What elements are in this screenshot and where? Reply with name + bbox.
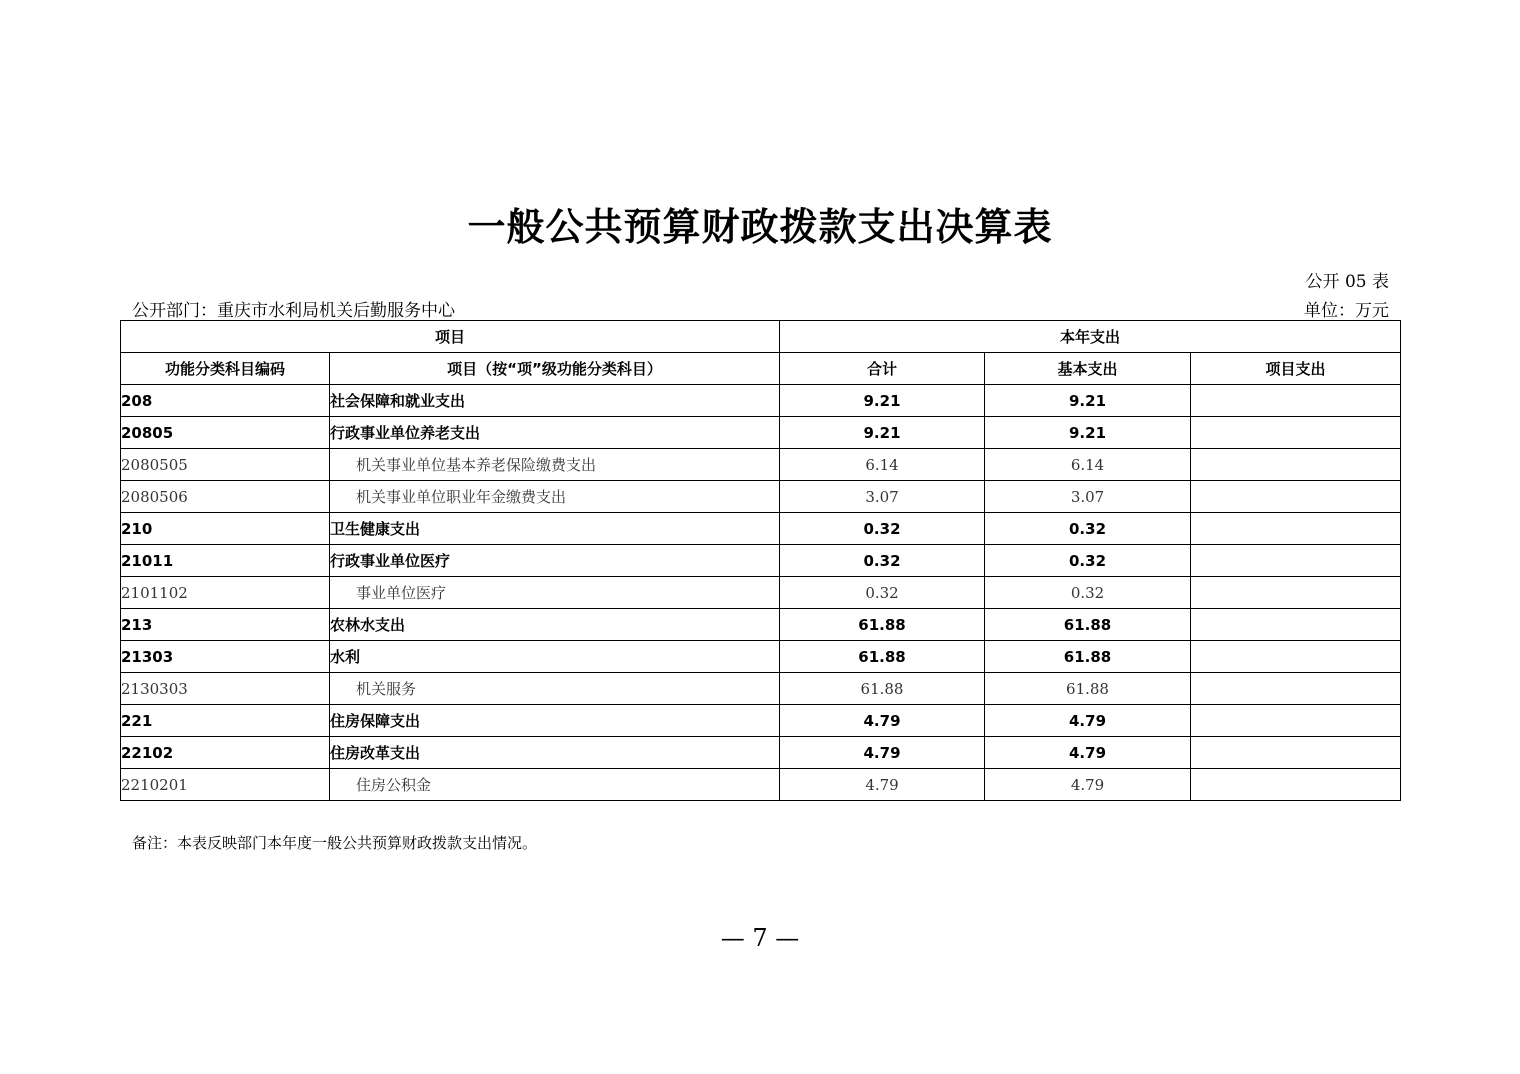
cell-basic: 4.79 [985, 705, 1191, 737]
table-row [121, 449, 1401, 481]
cell-project [1191, 417, 1401, 449]
table-row [121, 481, 1401, 513]
cell-basic: 61.88 [985, 641, 1191, 673]
cell-total: 9.21 [780, 417, 985, 449]
column-header-basic: 基本支出 [985, 353, 1191, 385]
cell-total: 6.14 [780, 449, 985, 481]
cell-total: 9.21 [780, 385, 985, 417]
cell-basic: 4.79 [985, 769, 1191, 801]
cell-code: 213 [121, 609, 330, 641]
cell-project [1191, 577, 1401, 609]
cell-project [1191, 513, 1401, 545]
cell-item-name: 住房公积金 [330, 769, 780, 801]
cell-code: 208 [121, 385, 330, 417]
unit-label: 单位：万元 [1304, 301, 1389, 321]
column-header-code: 功能分类科目编码 [121, 353, 330, 385]
cell-item-name: 机关服务 [330, 673, 780, 705]
cell-total: 0.32 [780, 513, 985, 545]
cell-total: 4.79 [780, 769, 985, 801]
cell-project [1191, 641, 1401, 673]
table-row [121, 417, 1401, 449]
cell-total: 61.88 [780, 673, 985, 705]
table-row [121, 577, 1401, 609]
cell-item-name: 住房保障支出 [330, 705, 780, 737]
cell-item-name: 水利 [330, 641, 780, 673]
page-title: 一般公共预算财政拨款支出决算表 [467, 204, 1053, 249]
cell-project [1191, 449, 1401, 481]
cell-project [1191, 737, 1401, 769]
cell-total: 0.32 [780, 545, 985, 577]
cell-code: 2080506 [121, 481, 330, 513]
cell-item-name: 行政事业单位医疗 [330, 545, 780, 577]
cell-code: 2210201 [121, 769, 330, 801]
cell-item-name: 事业单位医疗 [330, 577, 780, 609]
cell-item-name: 社会保障和就业支出 [330, 385, 780, 417]
table-row [121, 385, 1401, 417]
cell-code: 22102 [121, 737, 330, 769]
cell-code: 2130303 [121, 673, 330, 705]
cell-basic: 6.14 [985, 449, 1191, 481]
cell-project [1191, 705, 1401, 737]
cell-code: 2101102 [121, 577, 330, 609]
table-row [121, 673, 1401, 705]
cell-project [1191, 609, 1401, 641]
footnote: 备注：本表反映部门本年度一般公共预算财政拨款支出情况。 [132, 834, 538, 852]
cell-basic: 3.07 [985, 481, 1191, 513]
cell-item-name: 机关事业单位职业年金缴费支出 [330, 481, 780, 513]
table-body [121, 385, 1401, 801]
cell-total: 0.32 [780, 577, 985, 609]
cell-project [1191, 481, 1401, 513]
cell-basic: 0.32 [985, 545, 1191, 577]
table-row [121, 705, 1401, 737]
table-row [121, 609, 1401, 641]
department-label: 公开部门：重庆市水利局机关后勤服务中心 [132, 301, 455, 321]
cell-project [1191, 385, 1401, 417]
table-row [121, 737, 1401, 769]
cell-code: 20805 [121, 417, 330, 449]
cell-item-name: 卫生健康支出 [330, 513, 780, 545]
cell-total: 61.88 [780, 609, 985, 641]
header-group-current-year: 本年支出 [780, 321, 1401, 353]
cell-item-name: 行政事业单位养老支出 [330, 417, 780, 449]
cell-basic: 61.88 [985, 673, 1191, 705]
cell-code: 21303 [121, 641, 330, 673]
cell-basic: 0.32 [985, 577, 1191, 609]
page-number: — 7 — [720, 924, 800, 952]
column-header-project: 项目支出 [1191, 353, 1401, 385]
budget-table [120, 320, 1401, 801]
cell-basic: 0.32 [985, 513, 1191, 545]
cell-code: 21011 [121, 545, 330, 577]
cell-code: 210 [121, 513, 330, 545]
cell-basic: 9.21 [985, 417, 1191, 449]
cell-project [1191, 769, 1401, 801]
cell-total: 3.07 [780, 481, 985, 513]
cell-project [1191, 545, 1401, 577]
column-header-item: 项目（按“项”级功能分类科目） [330, 353, 780, 385]
table-row [121, 513, 1401, 545]
table-row [121, 769, 1401, 801]
table-row [121, 545, 1401, 577]
cell-code: 2080505 [121, 449, 330, 481]
table-row [121, 641, 1401, 673]
column-header-total: 合计 [780, 353, 985, 385]
cell-total: 4.79 [780, 737, 985, 769]
header-group-items: 项目 [121, 321, 780, 353]
table-header-group-row [121, 321, 1401, 353]
cell-total: 61.88 [780, 641, 985, 673]
table-header-row [121, 353, 1401, 385]
form-number: 公开 05 表 [1305, 272, 1389, 292]
cell-basic: 9.21 [985, 385, 1191, 417]
cell-basic: 4.79 [985, 737, 1191, 769]
cell-item-name: 机关事业单位基本养老保险缴费支出 [330, 449, 780, 481]
cell-item-name: 住房改革支出 [330, 737, 780, 769]
cell-item-name: 农林水支出 [330, 609, 780, 641]
cell-code: 221 [121, 705, 330, 737]
cell-project [1191, 673, 1401, 705]
cell-total: 4.79 [780, 705, 985, 737]
cell-basic: 61.88 [985, 609, 1191, 641]
